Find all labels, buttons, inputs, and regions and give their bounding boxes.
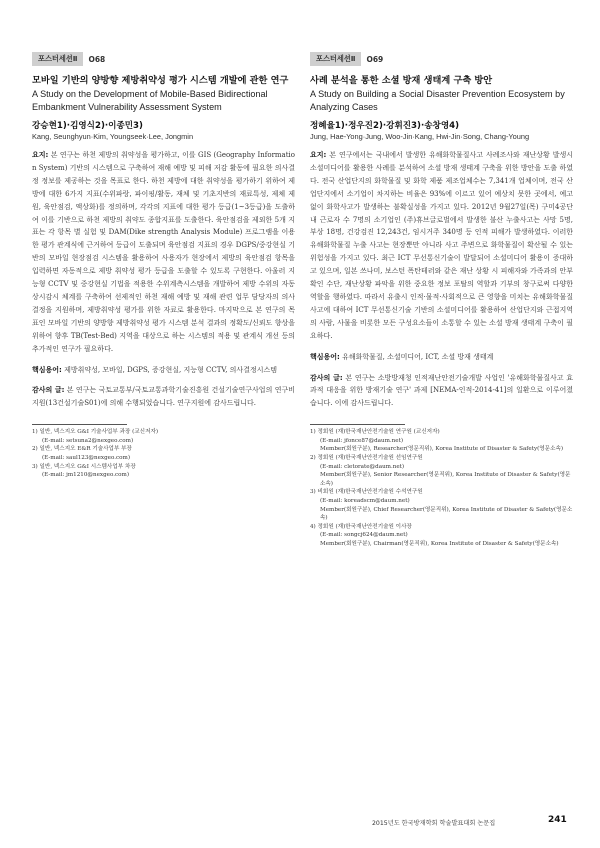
title-english: A Study on Building a Social Disaster Prevention Ecosystem by Analyzing Cases: [310, 89, 565, 112]
footnote-divider: [32, 424, 127, 425]
session-tag: [310, 52, 573, 66]
keywords-text: 제방취약성, 모바일, DGPS, 증강현실, 지능형 CCTV, 의사결정시스템: [64, 365, 278, 374]
page-number: 241: [548, 815, 567, 825]
authors-english: Jung, Hae-Yong·Jung, Woo-Jin·Kang, Hwi-Jin·Song, Chang-Young: [310, 132, 530, 141]
session-label: 포스터세션Ⅱ: [32, 52, 83, 66]
abstract-text: 본 연구는 하천 제방의 취약성을 평가하고, 이를 GIS (Geography Information System) 기반의 시스템으로 구축하여 재해 예방 및 피해 저감 활동에 필요한 의사결정 정보를 제공하는 것을 목표로 한다. 하천 제방에 대한 취약성을 평가하기 위하여 제방에 대한 6가지 지표(수위파랑, 파이핑/활동, 재체 및 기초지반의 재료특성, 제체 제원, 육안점검, 액상화)를 정의하며, 각각의 지표에 대한 평가 등급(1~3등급)을 도출하여 이를 기반으로 하천 제방의 취약도 종합지표를 도출한다. 육안점검을 제외한 5개 지표는 각 항목 별 실험 및 DAM(Dike strength Analysis Module) 프로그램을 이용한 평가 관계식에 근거하여 등급이 도출되며 육안점검 지표의 경우 DGPS/중강현실 기반의 모바일 현장점검 시스템을 활용하여 사용자가 현장에서 제방의 육안점검 항목을 입력하면 자동적으로 제방 취약성 평가 등급을 도출할 수 있도록 구현한다. 아울러 지능형 CCTV 및 중강현실 기법을 적용한 수위계측시스템을 개발하여 제방 수위의 자동 상시감시 체계를 구축하여 선제적인 하천 재해 예방 및 재해 관련 업무 담당자의 의사결정을 지원하며, 제방취약성 평가를 위한 자료로 활용한다. 마지막으로 본 연구의 목표인 모바일 기반의 양방향 제방취약성 평가 시스템 분석 결과의 정확도/신뢰도 향상을 위하여 향후 TB(Test-Bed) 지역을 대상으로 하는 시스템의 적용 및 관계식 개선 등의 추가적인 연구가 필요하다.: [32, 151, 295, 353]
footnote: 1) 일반, 넥스지오 G&I 기술사업부 과장 (교신저자) (E-mail: setsuna2@nexgeo.com): [32, 429, 159, 444]
abstract-text: 본 연구에서는 국내에서 발생한 유해화학물질사고 사례조사와 재난상황 발생시 소셜미디어를 활용한 사례를 분석하여 소셜 방재 생태계 구축을 위한 방안을 도출 하였다. 전국 산업단지의 화학물질 및 화학 제품 제조업체수는 7,341개 업체이며, 전국 산업단지에서 소기업이 차지하는 비율은 93%에 이르고 있어 예상치 못한 곳에서, 예고 없이 화학사고가 발생하는 불확실성을 가지고 있다. 2012년 9월27일(목) 구미4공단 내 근로자 수 7명의 소기업인 (주)휴브글로벌에서 발생한 불산 누출사고는 사망 5명, 부상 18명, 건강검진 12,243건, 임시거주 340명 등 인적 피해가 발생하였다. 이러한 유해화학물질 누출 사고는 현장뿐만 아니라 사고 주변으로 화학물질이 확산될 수 있는 위험성을 가지고 있다. 최근 ICT 무선통신기술이 발달되어 소셜미디어 활용이 증대하고 있으며, 일본 쓰나미, 보스턴 폭탄테러와 같은 재난 상황 시 피해자와 가족과의 안부 확인 수단, 재난상황 파악을 위한 중요한 정보 포탈의 역할과 기부의 창구로써 다양한 역할을 행하였다. 따라서 유출시 인적·물적·사회적으로 큰 영향을 미치는 유해화학물질 사고에 대하여 ICT 무선통신기술 기반의 소셜미디어를 활용하여 산업단지와 근접지역의 사람, 사물을 비롯한 모든 구성요소들이 소통할 수 있는 소셜 방재 생태계 구축이 필요하다.: [310, 151, 573, 340]
abstract-label: 요지:: [32, 151, 49, 159]
keywords-text: 유해화학물질, 소셜미디어, ICT, 소셜 방재 생태계: [342, 352, 494, 361]
acknowledgement: [310, 372, 573, 411]
ack-text: 본 연구는 국토교통부/국토교통과학기술진흥원 건설기술연구사업의 연구비 지원(13건설기술S01)에 의해 수행되었습니다. 연구지원에 감사드립니다.: [32, 386, 295, 408]
paper-code: O68: [88, 54, 106, 64]
footnote: 2) 일반, 넥스지오 E&R 기술사업부 부장 (E-mail: saul123@nexgeo.com): [32, 446, 132, 461]
running-footer: 2015년도 한국방재학회 학술발표대회 논문집: [372, 820, 496, 827]
footnote-divider: [310, 424, 405, 425]
footnote: 3) 일반, 넥스지오 G&I 시스템사업부 차장 (E-mail: jm1210@nexgeo.com): [32, 463, 136, 479]
authors-english: Kang, Seunghyun·Kim, Youngseek·Lee, Jongmin: [32, 132, 194, 141]
ack-label: 감사의 글:: [310, 373, 343, 382]
article-o69: [310, 52, 573, 549]
footnote: Member(회원구분), Senior Researcher(영문직위), Korea Institute of Disaster & Safety(영문소속): [320, 472, 571, 487]
footnote: 4) 정회원 (재)한국재난안전기술원 이사장 (E-mail: songcj624@daum.net): [310, 523, 412, 539]
ack-text: 본 연구는 소방방재청 인적재난안전기술개발 사업인 '유해화학물질사고 효과적 대응을 위한 방재기술 연구' 과제 [NEMA-인적-2014-41]의 일환으로 이루어졌습니다. 이에 감사드립니다.: [310, 373, 573, 408]
footnote: 2) 정회원 (재)한국재난안전기술원 선임연구원 (E-mail: cletorate@daum.net): [310, 455, 423, 470]
abstract: [32, 149, 295, 356]
authors-korean: 강승현1)·김영식2)·이종민3): [32, 121, 143, 131]
footnote: Member(회원구분), Chairman(영문직위), Korea Institute of Disaster & Safety(영문소속): [320, 540, 559, 547]
title-korean: 사례 분석을 통한 소셜 방재 생태계 구축 방안: [310, 75, 493, 86]
footnote: 3) 비회원 (재)한국재난안전기술원 수석연구원 (E-mail: koreadscm@daum.net): [310, 489, 423, 504]
abstract: [310, 149, 573, 343]
session-tag: [32, 52, 295, 66]
article-o68: [32, 52, 295, 480]
title-korean: 모바일 기반의 양방향 제방취약성 평가 시스템 개발에 관한 연구: [32, 75, 289, 86]
footnote: Member(회원구분), Chief Researcher(영문직위), Korea Institute of Disaster & Safety(영문소속): [320, 506, 573, 522]
ack-label: 감사의 글:: [32, 386, 65, 395]
footnote: 1) 정회원 (재)한국재난안전기술원 연구원 (교신저자) (E-mail: jfonce87@daum.net): [310, 429, 440, 444]
abstract-label: 요지:: [310, 151, 327, 159]
keywords-label: 핵심용어:: [32, 365, 62, 374]
keywords-label: 핵심용어:: [310, 352, 340, 361]
title-english: A Study on the Development of Mobile-Based Bidirectional Embankment Vulnerability Assessment System: [32, 89, 268, 112]
acknowledgement: [32, 384, 295, 410]
keywords: [32, 364, 295, 377]
keywords: [310, 351, 573, 364]
session-label: 포스터세션Ⅱ: [310, 52, 361, 66]
authors-korean: 정혜율1)·정우진2)·강휘진3)·송창영4): [310, 121, 460, 131]
paper-code: O69: [366, 54, 384, 64]
footnote: Member(회원구분), Researcher(영문직위), Korea Institute of Disaster & Safety(영문소속): [320, 446, 564, 453]
